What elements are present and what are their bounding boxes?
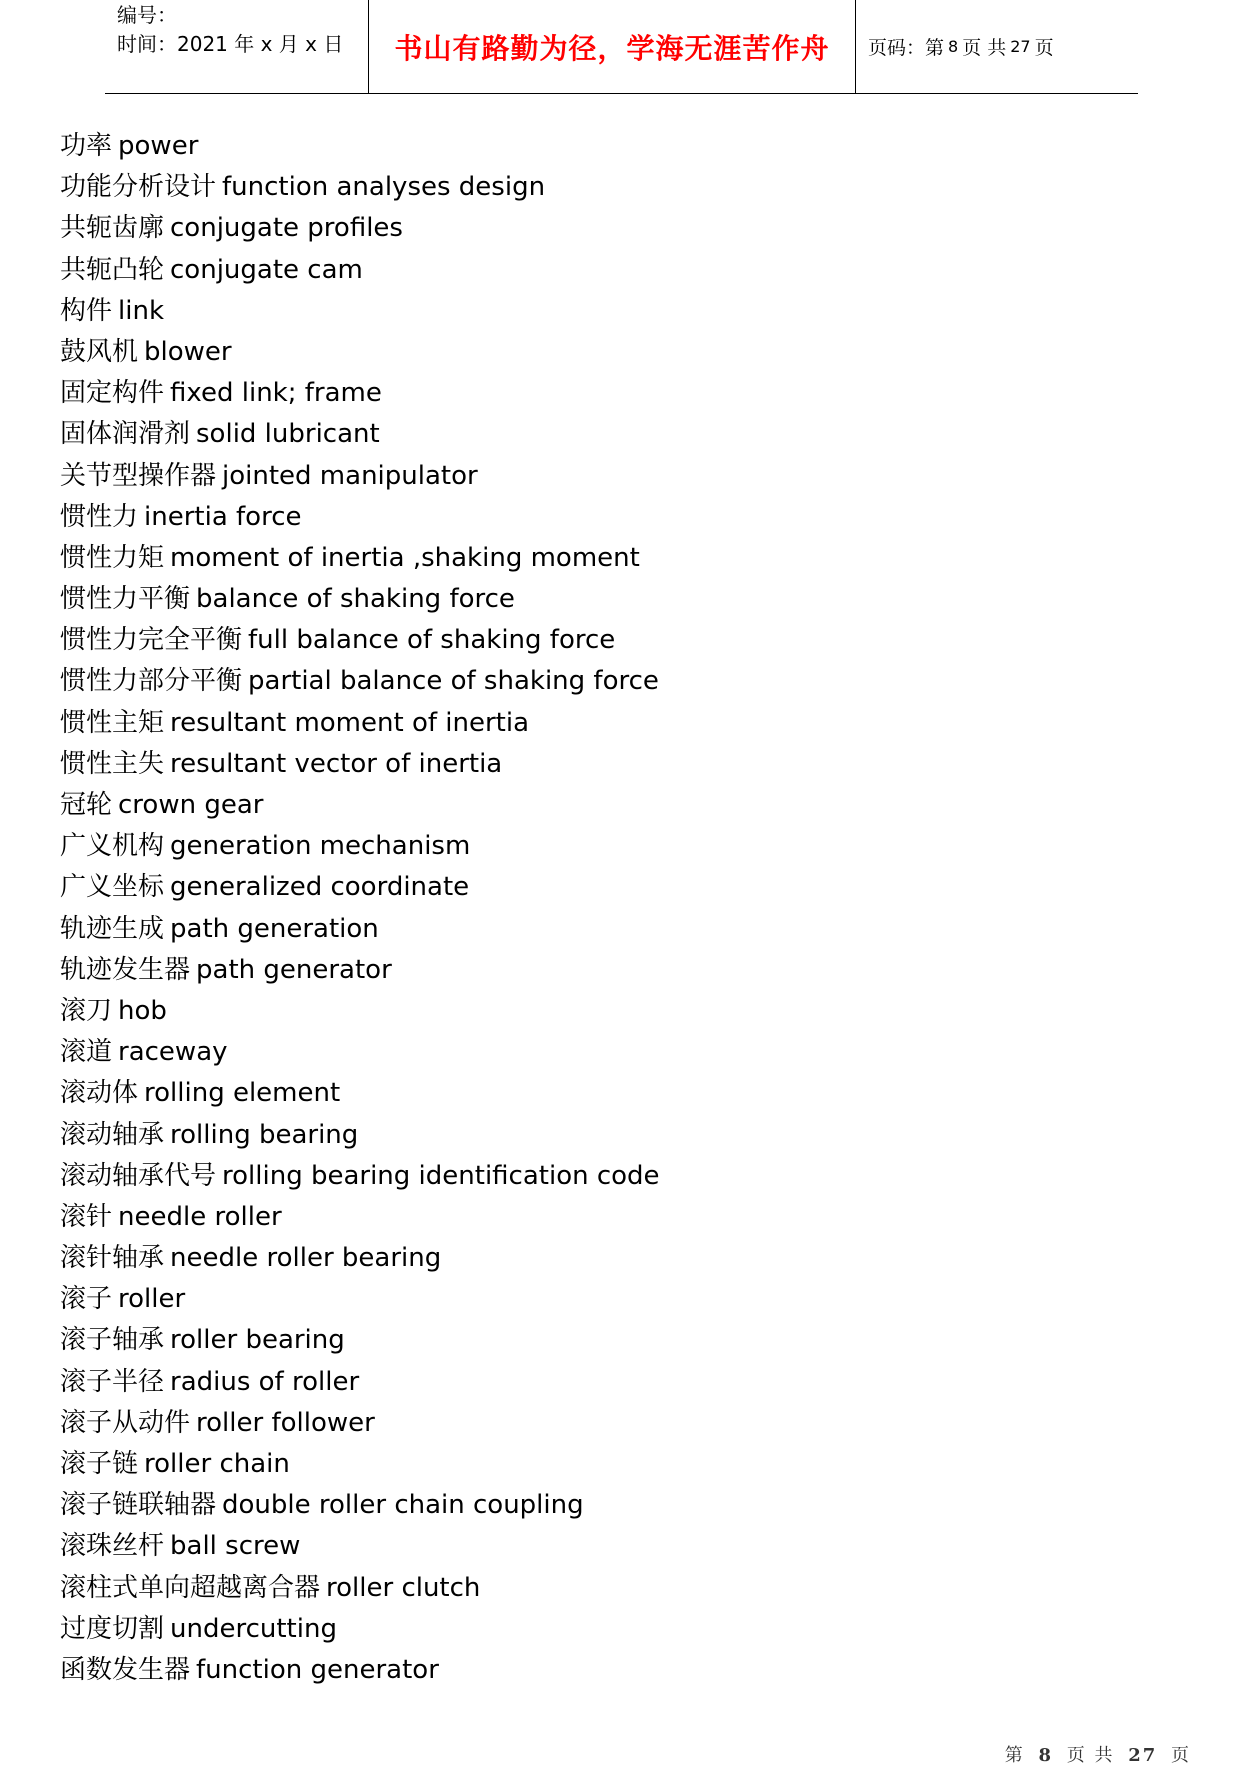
glossary-entry [60,167,660,208]
term-english: path generation [170,913,379,944]
glossary-entry [60,950,660,991]
term-chinese: 惯性主失 [60,748,165,779]
term-english: roller follower [196,1407,375,1438]
term-chinese: 滚子 [60,1284,113,1315]
term-chinese: 滚子轴承 [60,1325,165,1356]
footer-suffix: 页 [1171,1745,1191,1766]
glossary-entry [60,291,660,332]
glossary-entry [60,1238,660,1279]
glossary-entry [60,250,660,291]
glossary-entry [60,1609,660,1650]
term-chinese: 惯性力完全平衡 [60,625,243,656]
term-english: generation mechanism [170,831,471,862]
term-english: radius of roller [170,1366,360,1397]
term-chinese: 鼓风机 [60,336,139,367]
term-english: balance of shaking force [196,584,515,615]
glossary-list [60,126,660,1691]
term-english: function analyses design [222,172,546,203]
glossary-entry [60,332,660,373]
glossary-entry [60,414,660,455]
glossary-entry [60,1362,660,1403]
term-chinese: 滚珠丝杆 [60,1531,165,1562]
term-english: double roller chain coupling [222,1490,584,1521]
glossary-entry [60,456,660,497]
term-chinese: 惯性主矩 [60,707,165,738]
glossary-entry [60,1073,660,1114]
footer-prefix: 第 [1004,1745,1025,1766]
page-label-prefix: 页码：第 [868,37,945,59]
term-chinese: 广义坐标 [60,872,165,903]
term-english: conjugate cam [170,254,363,285]
term-chinese: 共轭齿廓 [60,213,165,244]
glossary-entry [60,208,660,249]
term-chinese: 功能分析设计 [60,172,217,203]
motto-text: 书山有路勤为径，学海无涯苦作舟 [394,31,830,65]
glossary-entry [60,1156,660,1197]
glossary-entry [60,703,660,744]
term-chinese: 惯性力平衡 [60,584,191,615]
term-chinese: 共轭凸轮 [60,254,165,285]
glossary-entry [60,1485,660,1526]
term-english: raceway [118,1037,228,1068]
glossary-entry [60,1115,660,1156]
term-english: crown gear [118,790,264,820]
term-chinese: 轨迹发生器 [60,954,191,985]
term-chinese: 惯性力部分平衡 [60,666,243,697]
term-english: jointed manipulator [222,460,478,491]
term-chinese: 滚动轴承代号 [60,1160,217,1191]
term-english: hob [118,995,167,1026]
term-chinese: 过度切割 [60,1613,165,1644]
term-chinese: 固体润滑剂 [60,419,191,450]
term-english: ball screw [170,1531,301,1562]
footer-total-pages: 27 [1128,1745,1158,1766]
glossary-entry [60,1032,660,1073]
page-label-suffix: 页 [1034,37,1054,59]
glossary-entry [60,1403,660,1444]
term-english: roller [118,1284,186,1315]
header-meta-cell [105,0,369,93]
term-english: roller clutch [326,1572,481,1603]
term-chinese: 滚动轴承 [60,1119,165,1150]
term-chinese: 滚柱式单向超越离合器 [60,1572,321,1603]
term-chinese: 冠轮 [60,790,113,820]
page-current-number: 8 [948,37,959,56]
term-english: power [118,131,199,161]
term-chinese: 惯性力 [60,501,139,532]
doc-number-label: 编号： [117,3,177,27]
term-chinese: 滚道 [60,1037,113,1068]
term-chinese: 滚针 [60,1201,113,1232]
glossary-entry [60,497,660,538]
glossary-entry [60,867,660,908]
term-english: conjugate profiles [170,213,403,244]
date-label: 时间：2021 年 x 月 x 日 [117,32,344,56]
header-page-cell [856,0,1138,93]
glossary-entry [60,1568,660,1609]
glossary-entry [60,826,660,867]
page-footer [1005,1741,1191,1767]
term-chinese: 构件 [60,295,113,326]
term-english: generalized coordinate [170,872,470,903]
glossary-entry [60,126,660,167]
term-chinese: 滚针轴承 [60,1243,165,1274]
glossary-entry [60,579,660,620]
term-chinese: 固定构件 [60,378,165,409]
term-english: needle roller [118,1201,282,1232]
term-chinese: 功率 [60,131,113,161]
term-english: roller chain [144,1449,290,1479]
term-english: path generator [196,954,392,985]
glossary-entry [60,661,660,702]
term-english: undercutting [170,1613,337,1644]
glossary-entry [60,1279,660,1320]
term-english: needle roller bearing [170,1243,442,1274]
page-total-number: 27 [1010,37,1031,56]
glossary-entry [60,1526,660,1567]
page-header [105,0,1138,94]
term-chinese: 函数发生器 [60,1654,191,1685]
term-english: rolling bearing identification code [222,1160,660,1191]
term-chinese: 轨迹生成 [60,913,165,944]
term-english: resultant vector of inertia [170,748,503,779]
page-label-mid: 页 共 [962,37,1007,59]
glossary-entry [60,744,660,785]
glossary-entry [60,909,660,950]
term-english: solid lubricant [196,419,380,450]
glossary-entry [60,1320,660,1361]
glossary-entry [60,538,660,579]
term-chinese: 滚刀 [60,995,113,1026]
term-chinese: 滚子半径 [60,1366,165,1397]
glossary-entry [60,373,660,414]
term-english: fixed link; frame [170,378,382,409]
glossary-entry [60,785,660,826]
term-chinese: 滚子从动件 [60,1407,191,1438]
term-chinese: 关节型操作器 [60,460,217,491]
term-english: resultant moment of inertia [170,707,530,738]
term-english: rolling element [144,1078,341,1109]
footer-current-page: 8 [1038,1745,1053,1766]
term-chinese: 滚动体 [60,1078,139,1109]
term-english: full balance of shaking force [248,625,616,656]
glossary-entry [60,620,660,661]
term-chinese: 滚子链 [60,1449,139,1479]
term-english: inertia force [144,501,302,532]
term-english: moment of inertia ,shaking moment [170,542,640,573]
term-english: partial balance of shaking force [248,666,659,697]
term-english: function generator [196,1654,439,1685]
term-english: link [118,295,164,326]
header-motto-cell [369,0,856,93]
term-chinese: 惯性力矩 [60,542,165,573]
glossary-entry [60,1197,660,1238]
term-english: roller bearing [170,1325,345,1356]
glossary-entry [60,1444,660,1485]
glossary-entry [60,1650,660,1691]
footer-mid: 页 共 [1066,1745,1115,1766]
term-english: blower [144,336,232,367]
glossary-entry [60,991,660,1032]
term-english: rolling bearing [170,1119,359,1150]
term-chinese: 广义机构 [60,831,165,862]
term-chinese: 滚子链联轴器 [60,1490,217,1521]
